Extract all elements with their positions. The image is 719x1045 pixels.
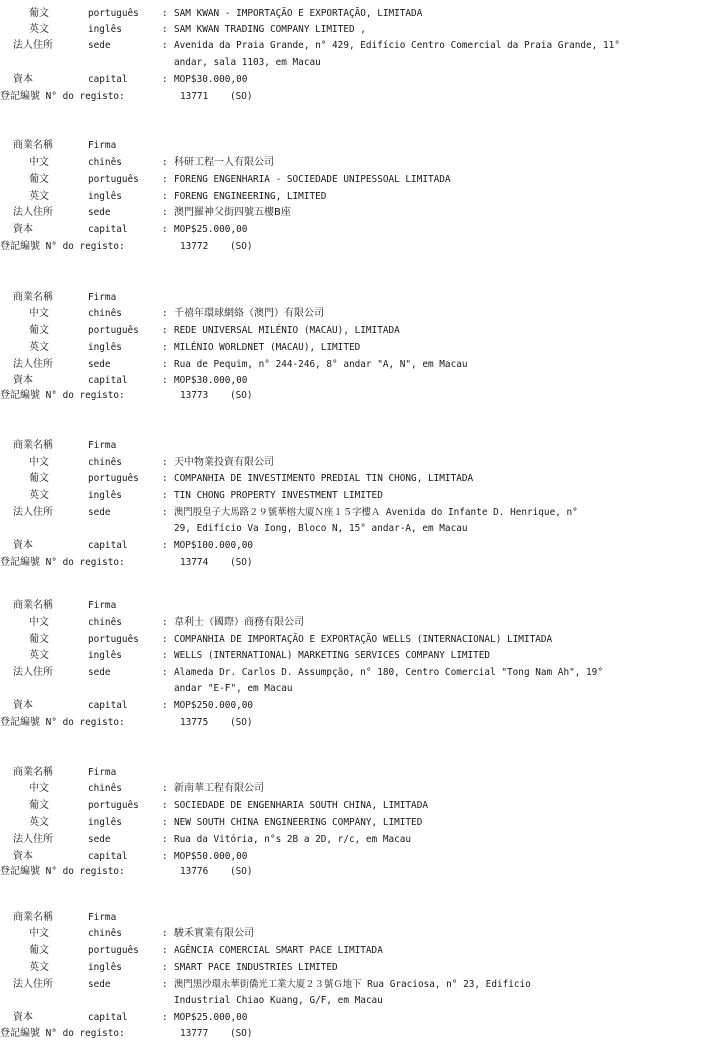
chines-label-cjk: 中文 (29, 783, 49, 794)
capital-label-cjk: 資本 (13, 851, 33, 862)
colon: : (162, 490, 168, 501)
chines-label-pt: chinês (88, 157, 122, 168)
registo-type: (SO) (230, 91, 253, 102)
chines-label-pt: chinês (88, 308, 122, 319)
capital-label-pt: capital (88, 851, 128, 862)
firma-label-cjk: 商業名稱 (13, 600, 53, 611)
registo-number: 13777 (180, 1028, 209, 1039)
colon: : (162, 928, 168, 939)
ingles-value: WELLS (INTERNATIONAL) MARKETING SERVICES COMPANY LIMITED (174, 650, 491, 661)
registo-label: 登記編號 N° do registo: (0, 717, 125, 728)
chines-label-pt: chinês (88, 457, 122, 468)
colon: : (162, 851, 168, 862)
registo-number: 13776 (180, 866, 209, 877)
registo-label: 登記編號 N° do registo: (0, 866, 125, 877)
colon: : (162, 634, 168, 645)
chines-value: 新南華工程有限公司 (174, 783, 264, 794)
capital-value: MOP$25.000,00 (174, 224, 248, 235)
registo-type: (SO) (230, 866, 253, 877)
colon: : (162, 783, 168, 794)
chines-value: 千禧年環球網絡（澳門）有限公司 (174, 308, 324, 319)
capital-label-cjk: 資本 (13, 74, 33, 85)
firma-label-pt: Firma (88, 440, 117, 451)
portugues-label-pt: português (88, 945, 139, 956)
chines-label-cjk: 中文 (29, 308, 49, 319)
capital-value: MOP$50.000,00 (174, 851, 248, 862)
colon: : (162, 473, 168, 484)
portugues-label-cjk: 葡文 (29, 8, 49, 19)
registo-type: (SO) (230, 241, 253, 252)
colon: : (162, 979, 168, 990)
sede-value-continued: andar, sala 1103, em Macau (174, 57, 321, 68)
ingles-value: SAM KWAN TRADING COMPANY LIMITED , (174, 24, 366, 35)
firma-label-pt: Firma (88, 912, 117, 923)
capital-value: MOP$30.000,00 (174, 74, 248, 85)
registo-type: (SO) (230, 390, 253, 401)
chines-label-pt: chinês (88, 617, 122, 628)
registo-label: 登記編號 N° do registo: (0, 1028, 125, 1039)
colon: : (162, 74, 168, 85)
portugues-label-pt: português (88, 800, 139, 811)
chines-label-cjk: 中文 (29, 457, 49, 468)
firma-label-pt: Firma (88, 767, 117, 778)
colon: : (162, 207, 168, 218)
portugues-label-pt: português (88, 473, 139, 484)
colon: : (162, 507, 168, 518)
ingles-label-cjk: 英文 (29, 342, 49, 353)
colon: : (162, 617, 168, 628)
portugues-value: SOCIEDADE DE ENGENHARIA SOUTH CHINA, LIMITADA (174, 800, 428, 811)
portugues-value: FORENG ENGENHARIA - SOCIEDADE UNIPESSOAL LIMITADA (174, 174, 451, 185)
capital-value: MOP$30.000,00 (174, 375, 248, 386)
chines-value: 科研工程一人有限公司 (174, 157, 274, 168)
registo-label: 登記編號 N° do registo: (0, 91, 125, 102)
registo-type: (SO) (230, 717, 253, 728)
chines-label-cjk: 中文 (29, 157, 49, 168)
registo-number: 13775 (180, 717, 209, 728)
sede-value: Rua da Vitória, n°s 2B a 2D, r/c, em Macau (174, 834, 412, 845)
ingles-label-pt: inglês (88, 342, 122, 353)
ingles-label-pt: inglês (88, 191, 122, 202)
colon: : (162, 342, 168, 353)
portugues-value: AGÊNCIA COMERCIAL SMART PACE LIMITADA (174, 945, 383, 956)
chines-value: 天中物業投資有限公司 (174, 457, 274, 468)
firma-label-cjk: 商業名稱 (13, 767, 53, 778)
sede-label-pt: sede (88, 40, 111, 51)
portugues-label-cjk: 葡文 (29, 473, 49, 484)
colon: : (162, 650, 168, 661)
sede-label-pt: sede (88, 359, 111, 370)
colon: : (162, 817, 168, 828)
chines-label-cjk: 中文 (29, 617, 49, 628)
ingles-label-cjk: 英文 (29, 650, 49, 661)
registo-number: 13772 (180, 241, 209, 252)
chines-label-pt: chinês (88, 783, 122, 794)
registo-label: 登記編號 N° do registo: (0, 390, 125, 401)
portugues-label-cjk: 葡文 (29, 800, 49, 811)
firma-label-cjk: 商業名稱 (13, 292, 53, 303)
capital-label-pt: capital (88, 540, 128, 551)
registo-number: 13771 (180, 91, 209, 102)
portugues-value: COMPANHIA DE INVESTIMENTO PREDIAL TIN CHONG, LIMITADA (174, 473, 474, 484)
ingles-label-pt: inglês (88, 24, 122, 35)
sede-label-cjk: 法人住所 (13, 979, 53, 990)
ingles-label-cjk: 英文 (29, 817, 49, 828)
portugues-label-pt: português (88, 634, 139, 645)
ingles-label-cjk: 英文 (29, 490, 49, 501)
firma-label-cjk: 商業名稱 (13, 440, 53, 451)
colon: : (162, 540, 168, 551)
colon: : (162, 834, 168, 845)
portugues-label-cjk: 葡文 (29, 945, 49, 956)
firma-label-cjk: 商業名稱 (13, 912, 53, 923)
chines-value: 韋利士（國際）商務有限公司 (174, 617, 304, 628)
colon: : (162, 174, 168, 185)
sede-value: Alameda Dr. Carlos D. Assumpção, n° 180, Centro Comercial "Tong Nam Ah", 19° (174, 667, 603, 678)
chines-value: 駿禾實業有限公司 (174, 928, 254, 939)
sede-label-cjk: 法人住所 (13, 40, 53, 51)
firma-label-cjk: 商業名稱 (13, 140, 53, 151)
portugues-label-cjk: 葡文 (29, 174, 49, 185)
capital-label-pt: capital (88, 74, 128, 85)
ingles-value: MILÉNIO WORLDNET (MACAU), LIMITED (174, 342, 361, 353)
chines-label-cjk: 中文 (29, 928, 49, 939)
colon: : (162, 800, 168, 811)
sede-value-continued: Industrial Chiao Kuang, G/F, em Macau (174, 995, 383, 1006)
colon: : (162, 667, 168, 678)
colon: : (162, 157, 168, 168)
sede-label-pt: sede (88, 834, 111, 845)
ingles-label-cjk: 英文 (29, 191, 49, 202)
ingles-label-pt: inglês (88, 490, 122, 501)
sede-label-cjk: 法人住所 (13, 507, 53, 518)
sede-label-cjk: 法人住所 (13, 834, 53, 845)
registo-label: 登記編號 N° do registo: (0, 241, 125, 252)
capital-label-cjk: 資本 (13, 1012, 33, 1023)
firma-label-pt: Firma (88, 140, 117, 151)
capital-label-cjk: 資本 (13, 375, 33, 386)
ingles-value: NEW SOUTH CHINA ENGINEERING COMPANY, LIMITED (174, 817, 423, 828)
colon: : (162, 308, 168, 319)
colon: : (162, 24, 168, 35)
colon: : (162, 359, 168, 370)
portugues-label-pt: português (88, 174, 139, 185)
portugues-value: SAM KWAN - IMPORTAÇÃO E EXPORTAÇÃO, LIMITADA (174, 8, 423, 19)
sede-value: Avenida da Praia Grande, n° 429, Edifício Centro Comercial da Praia Grande, 11° (174, 40, 620, 51)
sede-label-pt: sede (88, 507, 111, 518)
portugues-value: COMPANHIA DE IMPORTAÇÃO E EXPORTAÇÃO WELLS (INTERNACIONAL) LIMITADA (174, 634, 553, 645)
registo-type: (SO) (230, 557, 253, 568)
colon: : (162, 8, 168, 19)
colon: : (162, 325, 168, 336)
capital-label-pt: capital (88, 700, 128, 711)
registo-label: 登記編號 N° do registo: (0, 557, 125, 568)
sede-label-pt: sede (88, 207, 111, 218)
portugues-value: REDE UNIVERSAL MILÉNIO (MACAU), LIMITADA (174, 325, 400, 336)
capital-label-cjk: 資本 (13, 700, 33, 711)
ingles-label-cjk: 英文 (29, 962, 49, 973)
sede-value: 澳門殷皇子大馬路２９號華榕大廈Ｎ座１５字樓Ａ Avenida do Infante D. Henrique, n° (174, 507, 578, 518)
ingles-value: FORENG ENGINEERING, LIMITED (174, 191, 327, 202)
registo-type: (SO) (230, 1028, 253, 1039)
portugues-label-cjk: 葡文 (29, 325, 49, 336)
colon: : (162, 375, 168, 386)
colon: : (162, 224, 168, 235)
colon: : (162, 962, 168, 973)
capital-label-pt: capital (88, 375, 128, 386)
sede-value-continued: andar "E-F", em Macau (174, 683, 293, 694)
colon: : (162, 191, 168, 202)
portugues-label-pt: português (88, 325, 139, 336)
sede-value: Rua de Pequim, n° 244-246, 8° andar "A, N", em Macau (174, 359, 468, 370)
colon: : (162, 1012, 168, 1023)
colon: : (162, 40, 168, 51)
capital-value: MOP$25.000,00 (174, 1012, 248, 1023)
ingles-label-pt: inglês (88, 817, 122, 828)
firma-label-pt: Firma (88, 600, 117, 611)
colon: : (162, 457, 168, 468)
capital-label-pt: capital (88, 1012, 128, 1023)
capital-label-cjk: 資本 (13, 540, 33, 551)
firma-label-pt: Firma (88, 292, 117, 303)
capital-label-cjk: 資本 (13, 224, 33, 235)
ingles-value: SMART PACE INDUSTRIES LIMITED (174, 962, 338, 973)
ingles-label-cjk: 英文 (29, 24, 49, 35)
colon: : (162, 945, 168, 956)
capital-label-pt: capital (88, 224, 128, 235)
ingles-value: TIN CHONG PROPERTY INVESTMENT LIMITED (174, 490, 383, 501)
sede-label-cjk: 法人住所 (13, 667, 53, 678)
chines-label-pt: chinês (88, 928, 122, 939)
colon: : (162, 700, 168, 711)
registo-number: 13774 (180, 557, 209, 568)
capital-value: MOP$250.000,00 (174, 700, 254, 711)
ingles-label-pt: inglês (88, 962, 122, 973)
sede-value-continued: 29, Edifício Va Iong, Bloco N, 15° andar-A, em Macau (174, 523, 468, 534)
registo-number: 13773 (180, 390, 209, 401)
sede-label-pt: sede (88, 979, 111, 990)
sede-label-pt: sede (88, 667, 111, 678)
ingles-label-pt: inglês (88, 650, 122, 661)
sede-label-cjk: 法人住所 (13, 207, 53, 218)
capital-value: MOP$100.000,00 (174, 540, 254, 551)
sede-value: 澳門羅神父街四號五樓B座 (174, 207, 291, 218)
sede-value: 澳門黑沙環永華街僑光工業大廈２３號Ｇ地下 Rua Graciosa, n° 23, Edifício (174, 979, 531, 990)
portugues-label-cjk: 葡文 (29, 634, 49, 645)
portugues-label-pt: português (88, 8, 139, 19)
sede-label-cjk: 法人住所 (13, 359, 53, 370)
